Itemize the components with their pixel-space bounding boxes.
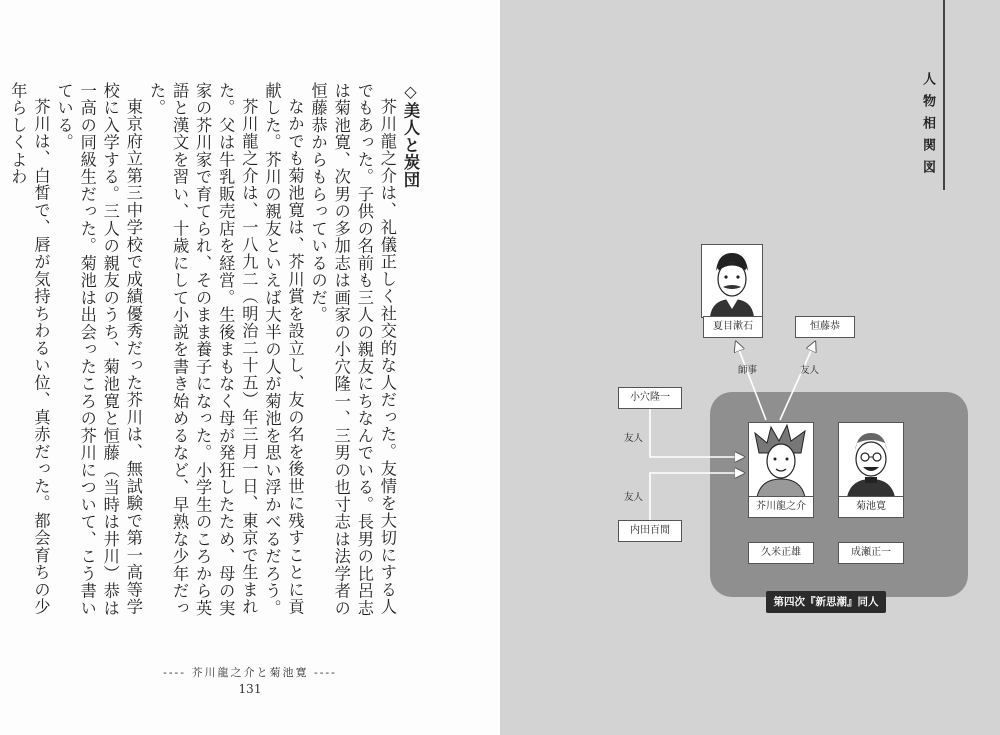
relation-friend-label: 友人 [624, 492, 644, 503]
name-oana: 小穴隆一 [618, 387, 682, 409]
name-uchida: 内田百閒 [618, 520, 682, 542]
body-text [6, 82, 422, 622]
line-friend-oana [650, 407, 744, 457]
portrait-kikuchi [838, 422, 904, 498]
name-kikuchi: 菊池寛 [838, 496, 904, 518]
name-tsuneto: 恒藤恭 [795, 316, 855, 338]
natsume-face-icon [702, 245, 762, 317]
relation-teacher-label: 師事 [738, 365, 758, 376]
right-page [500, 0, 1000, 735]
line-friend-uchida [650, 473, 744, 520]
page-number: 131 [238, 682, 262, 696]
line-teacher [736, 342, 766, 420]
running-head: ---- 芥川龍之介と菊池寛 ---- [163, 666, 337, 679]
diagram-title: 人物相関図 [920, 72, 935, 182]
relation-friend-label: 友人 [624, 433, 644, 444]
name-naruse: 成瀬正一 [838, 542, 904, 564]
portrait-akutagawa [748, 422, 814, 498]
quote-paragraph: 芥川は、白皙で、唇が気持ちわるい位、真赤だった。都会育ちの少年らしくよわ [8, 82, 51, 616]
name-akutagawa: 芥川龍之介 [748, 496, 814, 518]
portrait-natsume [701, 244, 763, 318]
section-heading: ◇美人と炭団 [401, 82, 420, 189]
paragraph: 東京府立第三中学校で成績優秀だった芥川は、無試験で第一高等学校に入学する。三人の親友のうち、菊池寛と恒藤（当時は井川）恭は一高の同級生だった。菊池は出会ったころの芥川について、こう書いている。 [54, 82, 143, 617]
group-label: 第四次『新思潮』同人 [766, 591, 886, 613]
relation-friend-label: 友人 [800, 365, 820, 376]
akutagawa-face-icon [749, 423, 813, 497]
paragraph: なかでも菊池寛は、芥川賞を設立し、友の名を後世に残すことに貢献した。芥川の親友といえば大半の人が菊池を思い浮かべるだろう。 [262, 82, 305, 617]
line-friend-tsuneto [780, 342, 815, 420]
name-natsume: 夏目漱石 [703, 316, 763, 338]
kikuchi-face-icon [839, 423, 903, 497]
paragraph: 芥川龍之介は、礼儀正しく社交的な人だった。友情を大切にする人でもあった。子供の名前も三人の親友にちなんでいる。長男の比呂志は菊池寛、次男の多加志は画家の小穴隆一、三男の也寸志は法学者の恒藤恭からもらっているのだ。 [308, 82, 397, 617]
name-kume: 久米正雄 [748, 542, 814, 564]
paragraph: 芥川龍之介は、一八九二（明治二十五）年三月一日、東京で生まれた。父は牛乳販売店を経営。生後まもなく母が発狂したため、母の実家の芥川家で育てられ、そのまま養子になった。小学生のころから英語と漢文を習い、十歳にして小説を書き始めるなど、早熟な少年だった。 [146, 82, 259, 617]
